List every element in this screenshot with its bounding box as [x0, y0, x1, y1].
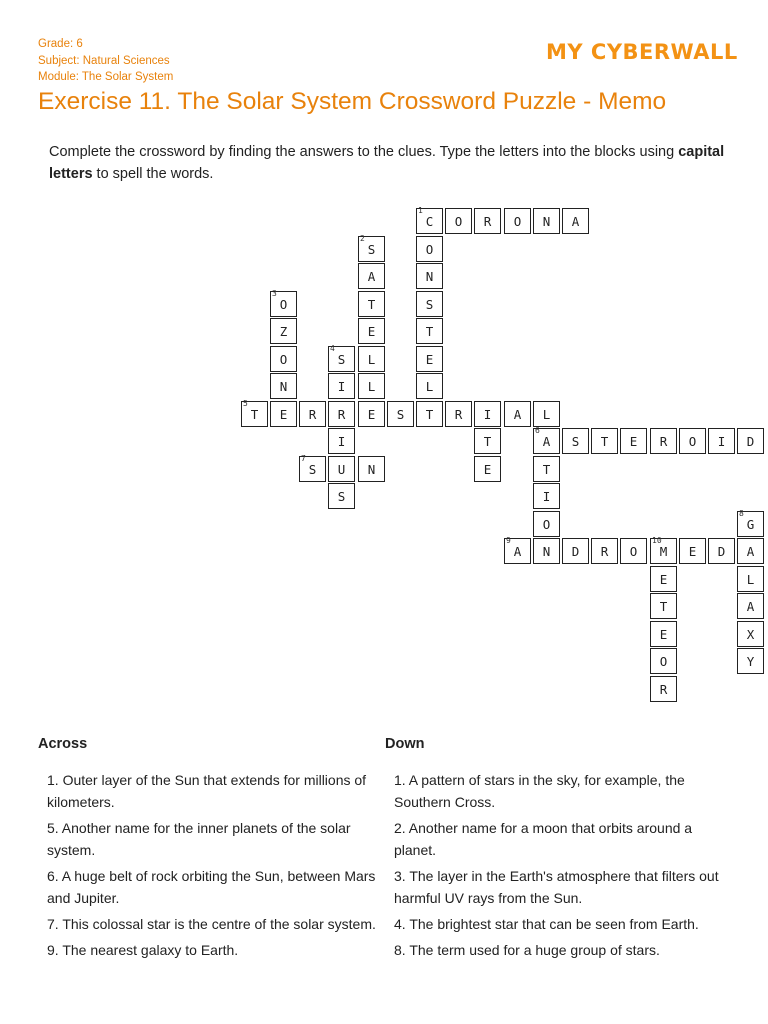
crossword-cell[interactable]: [533, 511, 560, 537]
clue-across-6: 6. A huge belt of rock orbiting the Sun, between Mars and Jupiter.: [47, 868, 376, 906]
crossword-cell[interactable]: [299, 456, 326, 482]
down-clues: [385, 736, 725, 965]
crossword-cell[interactable]: [737, 593, 764, 619]
document-meta: [38, 36, 173, 86]
cell-letter: E: [659, 572, 668, 587]
crossword-cell[interactable]: [737, 648, 764, 674]
crossword-cell[interactable]: [474, 428, 501, 454]
crossword-cell[interactable]: [737, 428, 764, 454]
cell-letter: T: [425, 407, 434, 422]
crossword-cell[interactable]: [533, 401, 560, 427]
crossword-cell[interactable]: [387, 401, 414, 427]
cell-letter: R: [659, 682, 668, 697]
cell-letter: O: [659, 654, 668, 669]
across-clues: [38, 736, 378, 965]
cell-letter: E: [483, 462, 492, 477]
crossword-cell[interactable]: [504, 208, 531, 234]
crossword-cell[interactable]: [358, 263, 385, 289]
clue-number: 9: [506, 536, 511, 545]
crossword-cell[interactable]: [533, 483, 560, 509]
cell-letter: R: [483, 214, 492, 229]
clue-across-9: 9. The nearest galaxy to Earth.: [47, 942, 239, 958]
cell-letter: N: [367, 462, 376, 477]
cell-letter: S: [337, 352, 346, 367]
cell-letter: Y: [746, 654, 755, 669]
cell-letter: N: [542, 544, 551, 559]
brand-logo: MY CYBERWALL: [546, 40, 738, 64]
cell-letter: D: [717, 544, 726, 559]
crossword-cell[interactable]: [358, 373, 385, 399]
clue-down-2: 2. Another name for a moon that orbits around a planet.: [394, 820, 693, 858]
cell-letter: T: [600, 434, 609, 449]
cell-letter: I: [337, 434, 346, 449]
crossword-cell[interactable]: [416, 346, 443, 372]
cell-letter: R: [600, 544, 609, 559]
crossword-cell[interactable]: [533, 456, 560, 482]
crossword-cell[interactable]: [591, 538, 618, 564]
crossword-cell[interactable]: [445, 208, 472, 234]
cell-letter: G: [746, 517, 755, 532]
cell-letter: A: [367, 269, 376, 284]
instructions-text-1: Complete the crossword by finding the answers to the clues. Type the letters into the blocks using: [49, 144, 679, 160]
crossword-cell[interactable]: [650, 593, 677, 619]
cell-letter: S: [425, 297, 434, 312]
crossword-cell[interactable]: [270, 318, 297, 344]
crossword-cell[interactable]: [620, 428, 647, 454]
clue-number: 1: [418, 206, 423, 215]
cell-letter: S: [367, 242, 376, 257]
crossword-cell[interactable]: [416, 263, 443, 289]
clue-down-8: 8. The term used for a huge group of stars.: [394, 942, 660, 958]
cell-letter: O: [629, 544, 638, 559]
subject-label: Subject: Natural Sciences: [38, 54, 170, 67]
cell-letter: E: [279, 407, 288, 422]
crossword-cell[interactable]: [737, 566, 764, 592]
crossword-cell[interactable]: [737, 511, 764, 537]
cell-letter: T: [367, 297, 376, 312]
crossword-cell[interactable]: [474, 456, 501, 482]
cell-letter: T: [483, 434, 492, 449]
cell-letter: O: [454, 214, 463, 229]
crossword-cell[interactable]: [650, 566, 677, 592]
module-label: Module: The Solar System: [38, 71, 174, 83]
cell-letter: A: [746, 599, 755, 614]
crossword-cell[interactable]: [445, 401, 472, 427]
cell-letter: A: [746, 544, 755, 559]
crossword-cell[interactable]: [708, 428, 735, 454]
crossword-cell[interactable]: [650, 538, 677, 564]
cell-letter: R: [454, 407, 463, 422]
across-heading: Across: [38, 736, 88, 752]
cell-letter: O: [425, 242, 434, 257]
crossword-cell[interactable]: [650, 648, 677, 674]
cell-letter: E: [659, 627, 668, 642]
cell-letter: S: [308, 462, 317, 477]
crossword-cell[interactable]: [737, 538, 764, 564]
clue-number: 10: [652, 536, 662, 545]
cell-letter: E: [367, 324, 376, 339]
cell-letter: I: [542, 489, 551, 504]
crossword-cell[interactable]: [416, 401, 443, 427]
cell-letter: A: [571, 214, 580, 229]
clue-number: 6: [535, 426, 540, 435]
cell-letter: E: [688, 544, 697, 559]
crossword-cell[interactable]: [328, 428, 355, 454]
clue-number: 7: [301, 454, 306, 463]
cell-letter: M: [659, 544, 668, 559]
crossword-cell[interactable]: [358, 236, 385, 262]
crossword-cell[interactable]: [504, 401, 531, 427]
cell-letter: L: [367, 352, 376, 367]
grade-label: Grade: 6: [38, 38, 83, 50]
crossword-cell[interactable]: [270, 291, 297, 317]
clue-across-1: 1. Outer layer of the Sun that extends for millions of kilometers.: [47, 772, 367, 810]
cell-letter: S: [337, 489, 346, 504]
cell-letter: E: [425, 352, 434, 367]
down-clue-list: [385, 769, 725, 961]
crossword-cell[interactable]: [328, 483, 355, 509]
crossword-cell[interactable]: [679, 428, 706, 454]
cell-letter: S: [396, 407, 405, 422]
cell-letter: R: [659, 434, 668, 449]
crossword-cell[interactable]: [270, 346, 297, 372]
crossword-cell[interactable]: [474, 208, 501, 234]
crossword-cell[interactable]: [416, 373, 443, 399]
cell-letter: T: [425, 324, 434, 339]
crossword-cell[interactable]: [650, 676, 677, 702]
crossword-cell[interactable]: [270, 401, 297, 427]
clue-down-3: 3. The layer in the Earth's atmosphere that filters out harmful UV rays from the Sun.: [394, 868, 719, 906]
cell-letter: N: [279, 379, 288, 394]
crossword-cell[interactable]: [562, 428, 589, 454]
cell-letter: L: [367, 379, 376, 394]
crossword-cell[interactable]: [299, 401, 326, 427]
crossword-cell[interactable]: [416, 208, 443, 234]
cell-letter: A: [513, 544, 522, 559]
crossword-cell[interactable]: [737, 621, 764, 647]
cell-letter: A: [542, 434, 551, 449]
cell-letter: L: [542, 407, 551, 422]
crossword-cell[interactable]: [358, 456, 385, 482]
clue-number: 8: [739, 509, 744, 518]
cell-letter: O: [542, 517, 551, 532]
crossword-cell[interactable]: [533, 538, 560, 564]
clue-number: 2: [360, 234, 365, 243]
cell-letter: R: [337, 407, 346, 422]
instructions-bold: capital letters: [49, 144, 725, 182]
cell-letter: E: [629, 434, 638, 449]
cell-letter: I: [337, 379, 346, 394]
clue-across-7: 7. This colossal star is the centre of the solar system.: [47, 916, 376, 932]
down-heading: Down: [385, 736, 425, 752]
cell-letter: C: [425, 214, 434, 229]
crossword-cell[interactable]: [416, 236, 443, 262]
instructions-text-2: to spell the words.: [92, 166, 214, 182]
crossword-cell[interactable]: [358, 346, 385, 372]
crossword-cell[interactable]: [620, 538, 647, 564]
cell-letter: T: [542, 462, 551, 477]
cell-letter: Z: [279, 324, 288, 339]
clue-number: 5: [243, 399, 248, 408]
crossword-cell[interactable]: [358, 401, 385, 427]
cell-letter: O: [513, 214, 522, 229]
crossword-cell[interactable]: [358, 291, 385, 317]
crossword-cell[interactable]: [533, 208, 560, 234]
across-clue-list: [38, 769, 378, 961]
cell-letter: D: [571, 544, 580, 559]
crossword-cell[interactable]: [328, 456, 355, 482]
crossword-cell[interactable]: [562, 208, 589, 234]
instructions: [49, 141, 739, 185]
crossword-cell[interactable]: [562, 538, 589, 564]
crossword-cell[interactable]: [328, 373, 355, 399]
page-title: Exercise 11. The Solar System Crossword Puzzle - Memo: [38, 88, 667, 115]
crossword-cell[interactable]: [241, 401, 268, 427]
cell-letter: O: [279, 352, 288, 367]
clue-across-5: 5. Another name for the inner planets of the solar system.: [47, 820, 351, 858]
crossword-cell[interactable]: [270, 373, 297, 399]
cell-letter: S: [571, 434, 580, 449]
crossword-cell[interactable]: [504, 538, 531, 564]
cell-letter: E: [367, 407, 376, 422]
clue-number: 3: [272, 289, 277, 298]
cell-letter: T: [659, 599, 668, 614]
cell-letter: T: [250, 407, 259, 422]
cell-letter: R: [308, 407, 317, 422]
crossword-cell[interactable]: [650, 428, 677, 454]
cell-letter: I: [717, 434, 726, 449]
crossword-cell[interactable]: [533, 428, 560, 454]
cell-letter: N: [542, 214, 551, 229]
cell-letter: O: [279, 297, 288, 312]
cell-letter: D: [746, 434, 755, 449]
cell-letter: N: [425, 269, 434, 284]
cell-letter: X: [746, 627, 755, 642]
cell-letter: O: [688, 434, 697, 449]
crossword-cell[interactable]: [591, 428, 618, 454]
crossword-cell[interactable]: [358, 318, 385, 344]
crossword-cell[interactable]: [328, 346, 355, 372]
crossword-cell[interactable]: [416, 291, 443, 317]
crossword-cell[interactable]: [679, 538, 706, 564]
crossword-cell[interactable]: [474, 401, 501, 427]
cell-letter: U: [337, 462, 346, 477]
clue-number: 4: [330, 344, 335, 353]
crossword-cell[interactable]: [416, 318, 443, 344]
cell-letter: L: [746, 572, 755, 587]
crossword-cell[interactable]: [328, 401, 355, 427]
crossword-cell[interactable]: [708, 538, 735, 564]
cell-letter: A: [513, 407, 522, 422]
clue-down-4: 4. The brightest star that can be seen from Earth.: [394, 916, 699, 932]
crossword-cell[interactable]: [650, 621, 677, 647]
cell-letter: L: [425, 379, 434, 394]
cell-letter: I: [483, 407, 492, 422]
clue-down-1: 1. A pattern of stars in the sky, for example, the Southern Cross.: [394, 772, 685, 810]
